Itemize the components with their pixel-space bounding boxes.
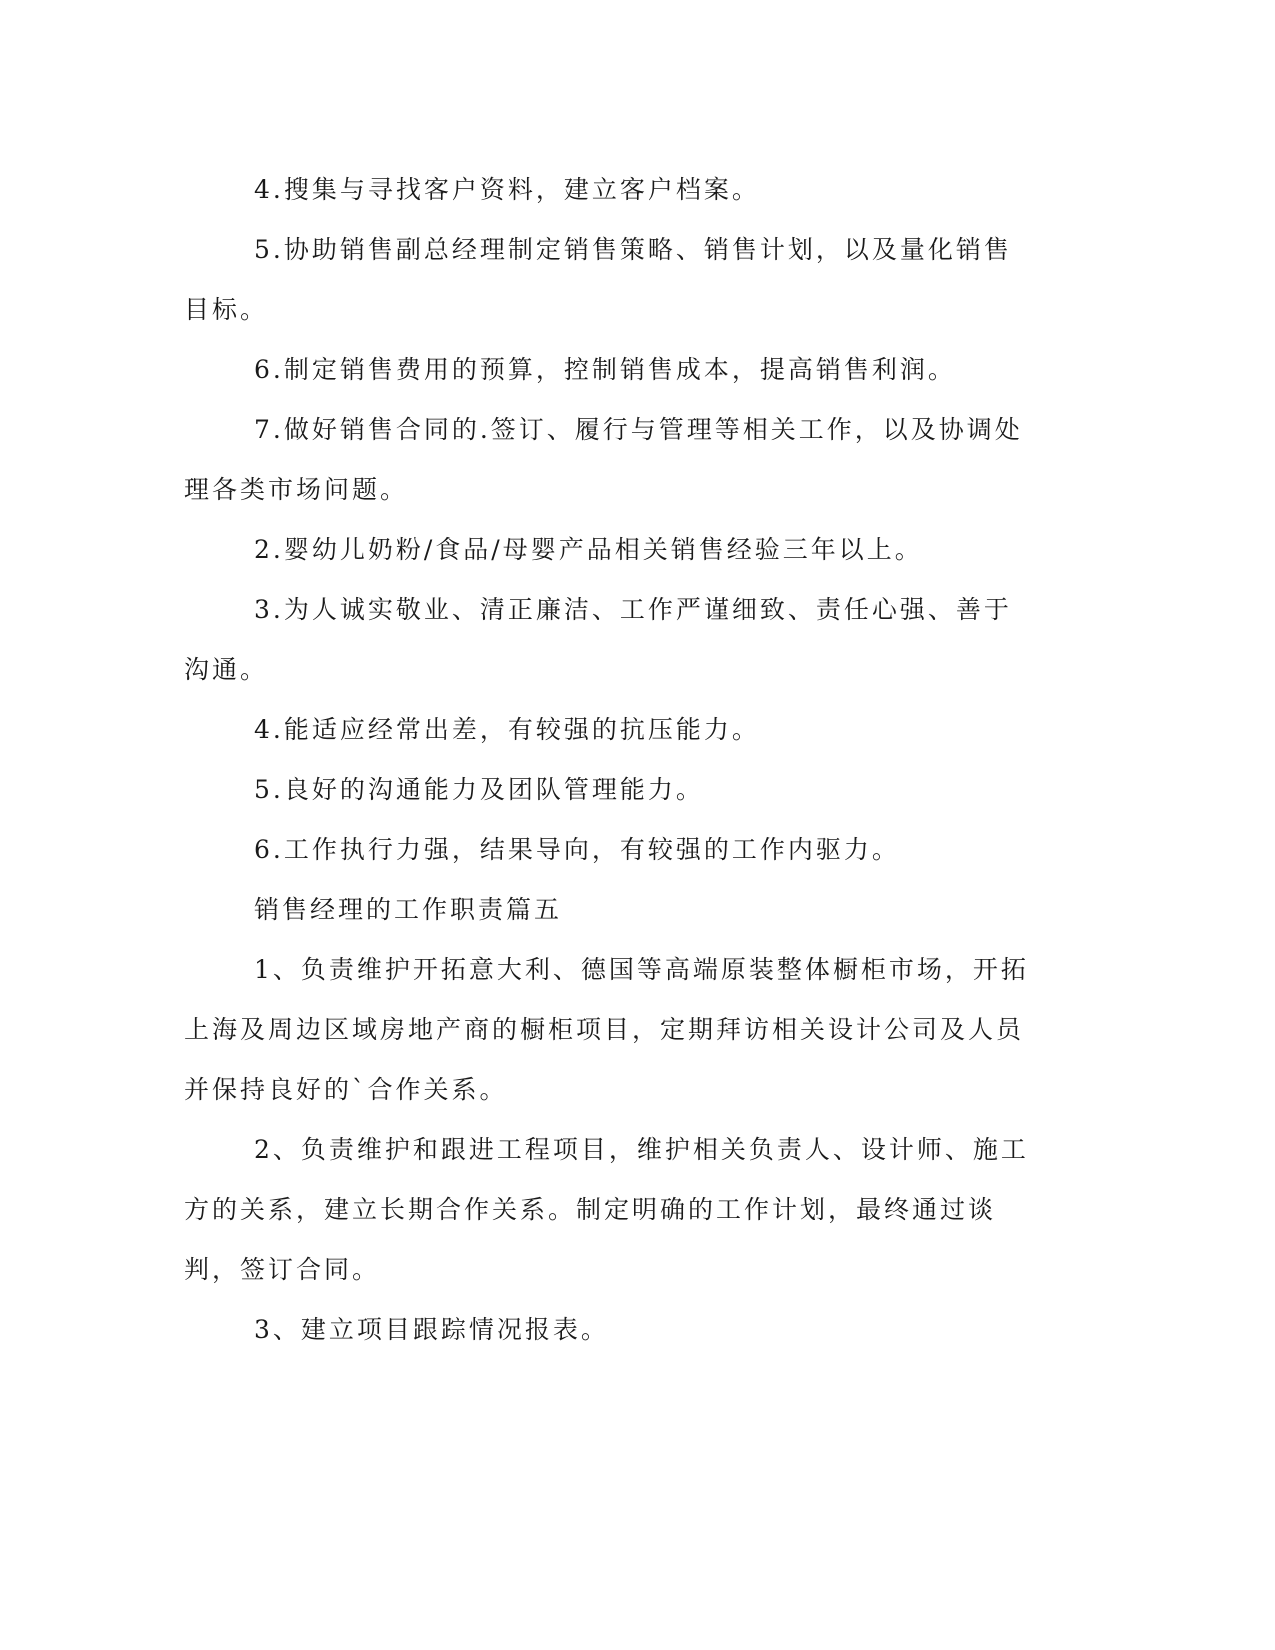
- paragraph-item-4-collect-client-info: 4.搜集与寻找客户资料，建立客户档案。: [254, 175, 760, 204]
- paragraph-item-7-sales-contracts: 7.做好销售合同的.签订、履行与管理等相关工作，以及协调处理各类市场问题。: [184, 415, 1023, 504]
- document-body: [184, 160, 1039, 1360]
- paragraph-requirement-4-travel: 4.能适应经常出差，有较强的抗压能力。: [254, 715, 760, 744]
- paragraph-duty-2-project-followup: 2、负责维护和跟进工程项目，维护相关负责人、设计师、施工方的关系，建立长期合作关系。制定明确的工作计划，最终通过谈判，签订合同。: [184, 1135, 1029, 1284]
- paragraph-requirement-6-execution: 6.工作执行力强，结果导向，有较强的工作内驱力。: [254, 835, 900, 864]
- paragraph-item-6-sales-budget: 6.制定销售费用的预算，控制销售成本，提高销售利润。: [254, 355, 956, 384]
- paragraph-duty-1-market-expansion: 1、负责维护开拓意大利、德国等高端原装整体橱柜市场，开拓上海及周边区域房地产商的橱柜项目，定期拜访相关设计公司及人员并保持良好的`合作关系。: [184, 955, 1029, 1104]
- paragraph-item-5-sales-strategy: 5.协助销售副总经理制定销售策略、销售计划，以及量化销售目标。: [184, 235, 1012, 324]
- paragraph-requirement-5-communication: 5.良好的沟通能力及团队管理能力。: [254, 775, 704, 804]
- paragraph-requirement-2-experience: 2.婴幼儿奶粉/食品/母婴产品相关销售经验三年以上。: [254, 535, 923, 564]
- paragraph-requirement-3-integrity: 3.为人诚实敬业、清正廉洁、工作严谨细致、责任心强、善于沟通。: [184, 595, 1012, 684]
- section-heading: 销售经理的工作职责篇五: [254, 895, 563, 924]
- paragraph-duty-3-tracking-report: 3、建立项目跟踪情况报表。: [254, 1315, 609, 1344]
